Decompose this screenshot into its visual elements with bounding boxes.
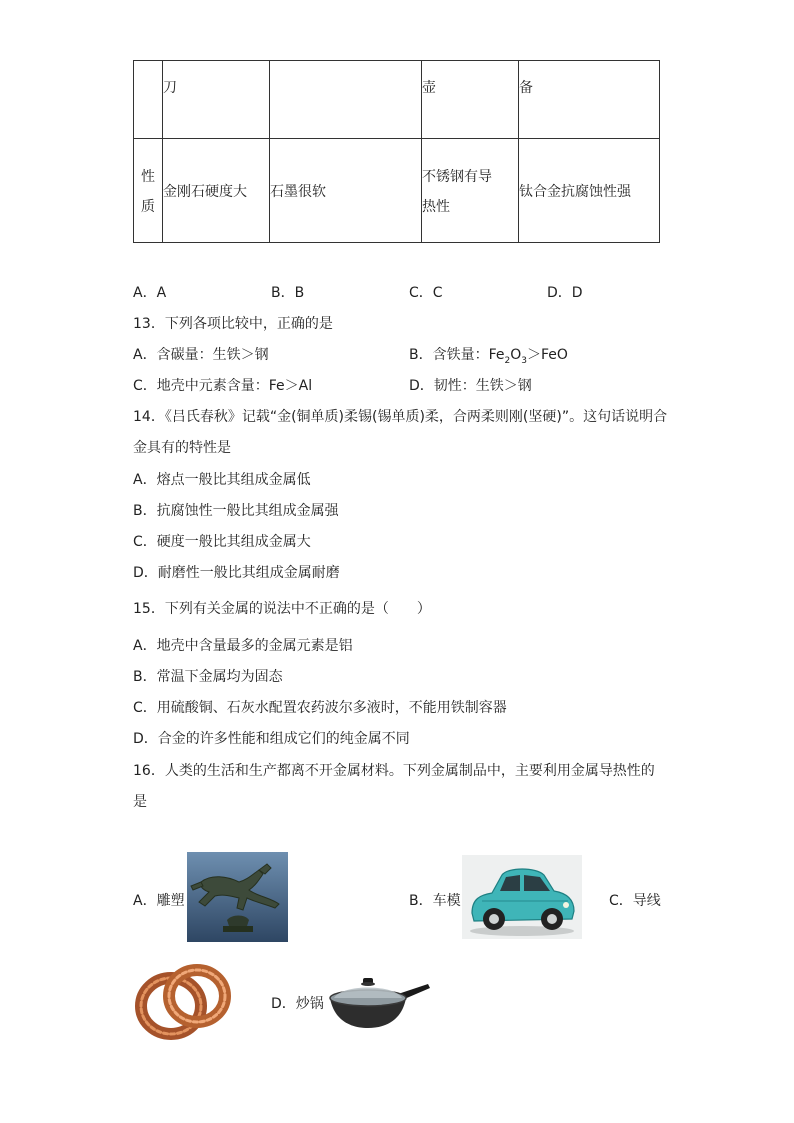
q16-option-a: A．雕塑 bbox=[133, 893, 185, 909]
q16-stem-line2: 是 bbox=[133, 794, 147, 810]
q12-option-b: B．B bbox=[271, 285, 305, 301]
q13-option-a: A．含碳量：生铁＞钢 bbox=[133, 347, 269, 363]
table-row bbox=[134, 61, 660, 139]
q12-option-c: C．C bbox=[409, 285, 443, 301]
table-cell: 刀 bbox=[163, 61, 270, 139]
q12-option-a: A．A bbox=[133, 285, 167, 301]
q15-option-d: D．合金的许多性能和组成它们的纯金属不同 bbox=[133, 731, 410, 747]
q15-option-b: B．常温下金属均为固态 bbox=[133, 669, 283, 685]
table-cell: 不锈钢有导 热性 bbox=[422, 139, 519, 243]
table-cell: 钛合金抗腐蚀性强 bbox=[519, 139, 660, 243]
q16-option-c: C．导线 bbox=[609, 893, 661, 909]
q13-option-c: C．地壳中元素含量：Fe＞Al bbox=[133, 378, 313, 394]
table-cell: 备 bbox=[519, 61, 660, 139]
q14-option-c: C．硬度一般比其组成金属大 bbox=[133, 534, 311, 550]
table-cell: 金刚石硬度大 bbox=[163, 139, 270, 243]
q14-stem-line2: 金具有的特性是 bbox=[133, 440, 231, 456]
table-cell bbox=[134, 61, 163, 139]
table-row bbox=[134, 139, 660, 243]
q13-option-b: B．含铁量：$Fe_2O_3>FeO$ bbox=[409, 347, 568, 366]
q16-option-b: B．车模 bbox=[409, 893, 461, 909]
q15-stem: 15．下列有关金属的说法中不正确的是（ ） bbox=[133, 601, 431, 617]
property-table bbox=[133, 60, 660, 243]
table-cell-label: 性 质 bbox=[134, 139, 163, 243]
q16-stem-line1: 16．人类的生活和生产都离不开金属材料。下列金属制品中，主要利用金属导热性的 bbox=[133, 763, 655, 779]
q14-option-a: A．熔点一般比其组成金属低 bbox=[133, 472, 311, 488]
q13-option-d: D．韧性：生铁＞钢 bbox=[409, 378, 532, 394]
car-model-image bbox=[462, 855, 582, 939]
q15-option-c: C．用硫酸铜、石灰水配置农药波尔多液时，不能用铁制容器 bbox=[133, 700, 507, 716]
q16-option-d: D．炒锅 bbox=[271, 996, 324, 1012]
q14-option-d: D．耐磨性一般比其组成金属耐磨 bbox=[133, 565, 340, 581]
table-cell bbox=[270, 61, 422, 139]
horse-statue-image bbox=[187, 852, 288, 942]
wok-image bbox=[324, 974, 432, 1030]
q14-option-b: B．抗腐蚀性一般比其组成金属强 bbox=[133, 503, 339, 519]
copper-wire-image bbox=[133, 962, 233, 1042]
table-cell: 壶 bbox=[422, 61, 519, 139]
table-cell: 石墨很软 bbox=[270, 139, 422, 243]
q14-stem-line1: 14．《吕氏春秋》记载“金(铜单质)柔锡(锡单质)柔，合两柔则刚(坚硬)”。这句话说明合 bbox=[133, 409, 668, 425]
q12-option-d: D．D bbox=[547, 285, 583, 301]
q15-option-a: A．地壳中含量最多的金属元素是铝 bbox=[133, 638, 353, 654]
q13-stem: 13．下列各项比较中，正确的是 bbox=[133, 316, 333, 332]
